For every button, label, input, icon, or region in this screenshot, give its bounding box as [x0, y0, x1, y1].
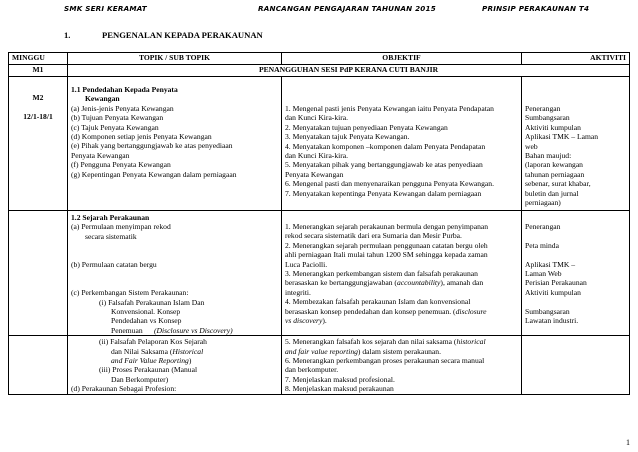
objective-line: berasaskan konsep pendedahan dan konsep penemuan. (disclosure — [285, 306, 487, 316]
objective-line: 7. Menjelaskan maksud profesional. — [285, 374, 395, 384]
topic-title: 1.1 Pendedahan Kepada Penyata — [71, 85, 178, 94]
objective-line: 3. Menerangkan perkembangan sistem dan falsafah perakaunan — [285, 269, 478, 279]
list-item: (f) Pengguna Penyata Kewangan — [71, 160, 171, 170]
activity-line: Sumbangsaran — [525, 306, 570, 316]
header-school: SMK SERI KERAMAT — [64, 4, 147, 13]
activity-line: tahunan perniagaan — [525, 169, 585, 179]
list-item: (b) Tujuan Penyata Kewangan — [71, 113, 164, 123]
section-title: PENGENALAN KEPADA PERAKAUNAN — [102, 30, 263, 40]
list-item: (iii) Proses Perakaunan (Manual — [99, 365, 198, 375]
objective-line: 3. Menyatakan tajuk Penyata Kewangan. — [285, 132, 410, 142]
objective-line: 1. Mengenal pasti jenis Penyata Kewangan iaitu Penyata Pendapatan — [285, 104, 494, 113]
list-item-cont: and Fair Value Reporting) — [111, 356, 192, 366]
topic-cell — [68, 77, 282, 211]
activity-line: Bahan maujud: — [525, 151, 572, 161]
week-m1: M1 — [9, 65, 68, 77]
list-item-cont: Dan Berkomputer) — [111, 374, 169, 384]
list-item: (g) Kepentingan Penyata Kewangan dalam perniagaan — [71, 169, 237, 179]
activity-line: Peta minda — [525, 240, 559, 250]
objective-line: 5. Menerangkan falsafah kos sejarah dan nilai saksama (historical — [285, 337, 486, 347]
objective-cell — [282, 336, 522, 394]
objective-line: berasaskan ke bertanggungjawaban (accountability), amanah dan — [285, 278, 484, 288]
list-item: (i) Falsafah Perakaunan Islam Dan — [99, 297, 205, 307]
activity-line: perniagaan) — [525, 198, 561, 208]
header-subject: PRINSIP PERAKAUNAN T4 — [482, 4, 590, 13]
list-item: (c) Tajuk Penyata Kewangan — [71, 122, 159, 132]
activity-line: Penerangan — [525, 222, 561, 231]
table-row — [9, 77, 630, 211]
header-week: MINGGU — [9, 53, 68, 65]
list-item: (d) Perakaunan Sebagai Profesion: — [71, 384, 177, 394]
list-item-cont: Konvensional. Konsep — [111, 307, 181, 316]
objective-line: 8. Menjelaskan maksud perakaunan — [285, 384, 394, 394]
topic-cell — [68, 336, 282, 394]
week-cell — [9, 77, 68, 211]
topic-cell — [68, 211, 282, 336]
list-item-cont: Pendedahan vs Konsep — [111, 316, 182, 326]
activity-line: web — [525, 141, 538, 151]
list-item-cont: secara sistematik — [85, 231, 137, 241]
header-objective: OBJEKTIF — [282, 53, 522, 65]
objective-cell — [282, 211, 522, 336]
objective-line: Luca Paciolli. — [285, 259, 328, 269]
objective-line: 4. Membezakan falsafah perakaunan Islam dan konvensional — [285, 297, 471, 307]
header-activity: AKTIVITI — [522, 53, 630, 65]
list-item-cont: dan Nilai Saksama (Historical — [111, 346, 204, 356]
objective-line: 2. Menyatakan tujuan penyediaan Penyata Kewangan — [285, 122, 448, 132]
activity-line: Lawatan industri. — [525, 316, 579, 326]
objective-line: and fair value reporting) dalam sistem perakaunan. — [285, 346, 442, 356]
header-topic: TOPIK / SUB TOPIK — [68, 53, 282, 65]
objective-cell — [282, 77, 522, 211]
objective-line: 6. Menerangkan perkembangan proses perakaunan secara manual — [285, 356, 485, 366]
list-item: (e) Pihak yang bertanggungjawab ke atas penyediaan — [71, 141, 233, 151]
objective-line: integriti. — [285, 287, 311, 297]
header-plan-title: RANCANGAN PENGAJARAN TAHUNAN 2015 — [258, 4, 436, 13]
objective-line: 6. Mengenal pasti dan menyenaraikan pengguna Penyata Kewangan. — [285, 179, 494, 189]
activity-line: (laporan kewangan — [525, 160, 583, 170]
list-item: (b) Permulaan catatan bergu — [71, 260, 157, 269]
objective-line: 5. Menyatakan pihak yang bertanggungjawab ke atas penyediaan — [285, 160, 483, 170]
section-heading — [64, 30, 263, 40]
table-header-row — [9, 53, 630, 65]
activity-cell — [522, 211, 630, 336]
table-row — [9, 336, 630, 394]
objective-line: 7. Menyatakan kepentinga Penyata Kewangan dalam perniagaan — [285, 188, 482, 198]
week-cell — [9, 336, 68, 394]
activity-line: Penerangan — [525, 104, 561, 113]
week-dates: 12/1-18/1 — [23, 112, 53, 122]
table-row-m1 — [9, 65, 630, 77]
section-number: 1. — [64, 30, 71, 40]
activity-cell — [522, 77, 630, 211]
week-number: M2 — [32, 93, 44, 102]
objective-line: dan Kunci Kira-kira. — [285, 113, 349, 123]
activity-line: Perisian Perakaunan — [525, 278, 587, 288]
activity-line: Sumbangsaran — [525, 113, 570, 123]
objective-line: 4. Menyatakan komponen –komponen dalam Penyata Pendapatan — [285, 141, 486, 151]
list-item-cont: Penemuan (Disclosure vs Discovery) — [111, 325, 233, 335]
objective-line: rekod secara sistematik dari era Sumaria dan Mesir Purba. — [285, 231, 462, 241]
activity-line: Laman Web — [525, 269, 562, 278]
table-row — [9, 211, 630, 336]
activity-line: Aplikasi TMK – — [525, 259, 576, 269]
objective-line: dan berkomputer. — [285, 365, 339, 375]
list-item: (a) Jenis-jenis Penyata Kewangan — [71, 103, 174, 113]
objective-line: Penyata Kewangan — [285, 169, 344, 179]
activity-line: Aktiviti kumpulan — [525, 287, 581, 297]
objective-line: dan Kunci Kira-kira. — [285, 151, 349, 161]
activity-line: buletin dan jurnal — [525, 188, 579, 198]
lesson-plan-table — [8, 52, 630, 395]
objective-line: 1. Menerangkan sejarah perakaunan bermula dengan penyimpanan — [285, 222, 489, 231]
list-item: (a) Permulaan menyimpan rekod — [71, 222, 171, 232]
activity-cell — [522, 336, 630, 394]
topic-title: 1.2 Sejarah Perakaunan — [71, 213, 150, 222]
activity-line: Aplikasi TMK – Laman — [525, 132, 599, 142]
activity-line: sebenar, surat khabar, — [525, 179, 591, 189]
postponement-note: PENANGGUHAN SESI PdP KERANA CUTI BANJIR — [68, 65, 630, 77]
objective-line: 2. Menerangkan sejarah permulaan penggunaan catatan bergu oleh — [285, 240, 488, 250]
list-item: (ii) Falsafah Pelaporan Kos Sejarah — [99, 337, 207, 347]
page-number: 1 — [626, 438, 630, 447]
week-cell — [9, 211, 68, 336]
objective-line: vs discovery). — [285, 316, 327, 326]
list-item: Penyata Kewangan — [71, 150, 130, 160]
topic-title-cont: Kewangan — [85, 94, 120, 104]
list-item: (d) Komponen setiap jenis Penyata Kewangan — [71, 132, 212, 142]
objective-line: ahli perniagaan Itali mulai tahun 1200 SM sehingga kepada zaman — [285, 250, 488, 260]
activity-line: Aktiviti kumpulan — [525, 122, 581, 132]
list-item: (c) Perkembangan Sistem Perakaunan: — [71, 288, 189, 298]
